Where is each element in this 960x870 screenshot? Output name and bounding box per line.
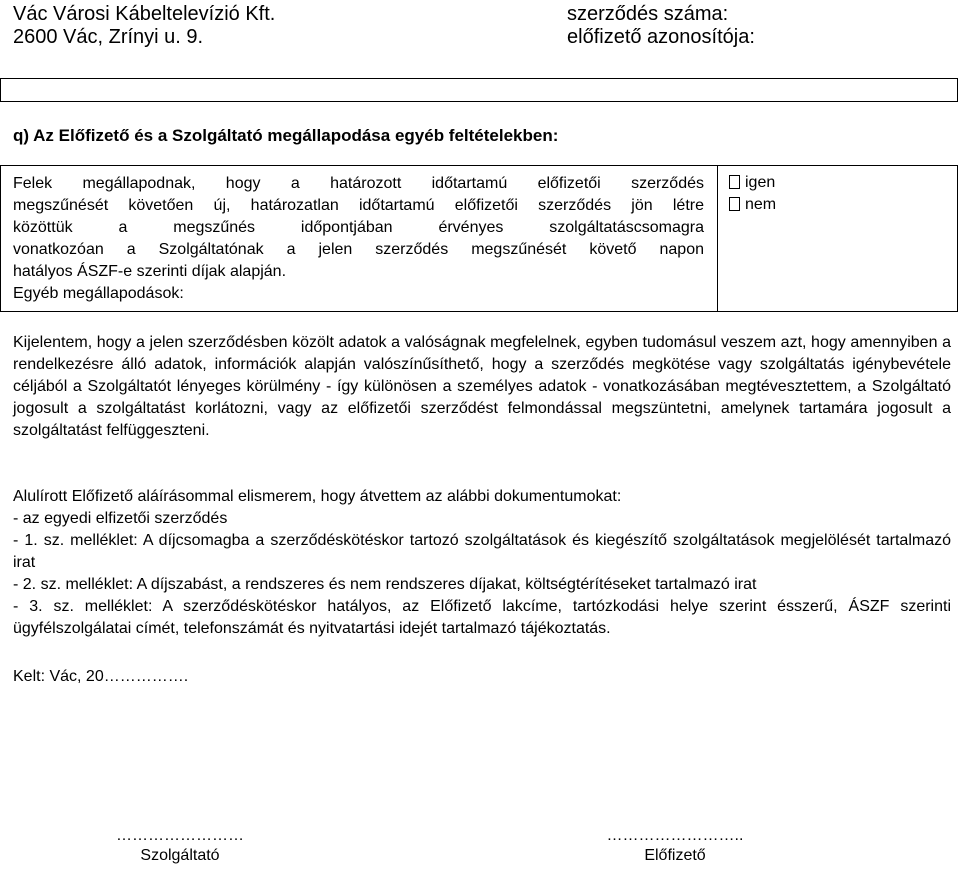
provider-signature-line: …………………… [116,827,244,844]
agreement-line: közöttük a megszűnés időpontjában érvényes szolgáltatáscsomagra [13,219,704,236]
company-name: Vác Városi Kábeltelevízió Kft. [13,3,276,25]
header-divider-box [0,78,958,102]
option-label: igen [745,174,776,191]
company-address: 2600 Vác, Zrínyi u. 9. [13,26,204,48]
company-block [13,3,275,49]
checkbox-icon[interactable] [729,197,740,211]
place-date: Kelt: Vác, 20……………. [13,668,189,685]
subscriber-signature-block [555,826,795,866]
subscriber-signature-line: …………………….. [606,827,744,844]
agreement-line: Felek megállapodnak, hogy a határozott időtartamú előfizetői szerződés [13,175,704,192]
option-igen[interactable] [729,172,775,194]
declaration-paragraph: Kijelentem, hogy a jelen szerződésben közölt adatok a valóságnak megfelelnek, egyben tudomásul veszem azt, hogy amennyiben a rendelkezésre álló adatok, információk alapján valószínűsíthető, hogy a szerződés megkötése vagy szolgáltatás igénybevétele céljából a Szolgáltatót lényeges körülmény - így különösen a személyes adatok - vonatkozásában megtévesztettem, a Szolgáltató jogosult a szolgáltatást korlátozni, vagy az előfizetői szerződést felmondással megszüntetni, amelynek tartamára jogosult a szolgáltatást felfüggeszteni. [13,334,951,439]
subscriber-id-label: előfizető azonosítója: [567,26,755,48]
document-item: - 2. sz. melléklet: A díjszabást, a rendszeres és nem rendszeres díjakat, költségtérítéseket tartalmazó irat [13,576,757,593]
documents-intro: Alulírott Előfizető aláírásommal elismerem, hogy átvettem az alábbi dokumentumokat: [13,488,622,505]
contract-number-label: szerződés száma: [567,3,729,25]
agreement-table [0,165,958,312]
option-nem[interactable] [729,194,776,216]
section-title: q) Az Előfizető és a Szolgáltató megállapodása egyéb feltételekben: [13,126,559,145]
checkbox-icon[interactable] [729,175,740,189]
agreement-line: hatályos ÁSZF-e szerinti díjak alapján. [13,263,287,280]
provider-signature-block [70,826,290,866]
subscriber-label: Előfizető [644,847,706,864]
contract-id-block [567,3,755,49]
agreement-cell [1,166,718,311]
document-item: - 1. sz. melléklet: A díjcsomagba a szerződéskötéskor tartozó szolgáltatások és kiegészítő szolgáltatások megjelölését tartalmazó irat [13,532,951,571]
other-agreements-label: Egyéb megállapodások: [13,285,184,302]
document-item: - az egyedi elfizetői szerződés [13,510,228,527]
provider-label: Szolgáltató [140,847,220,864]
document-item: - 3. sz. melléklet: A szerződéskötéskor hatályos, az Előfizető lakcíme, tartózkodási helye szerint ésszerű, ÁSZF szerinti ügyfélszolgálatai címét, telefonszámát és nyitvatartási idejét tartalmazó tájékoztatás. [13,598,951,637]
agreement-line: vonatkozóan a Szolgáltatónak a jelen szerződés megszűnését követő napon [13,241,704,258]
agreement-line: megszűnését követően új, határozatlan időtartamú előfizetői szerződés jön létre [13,197,704,214]
option-label: nem [745,196,777,213]
